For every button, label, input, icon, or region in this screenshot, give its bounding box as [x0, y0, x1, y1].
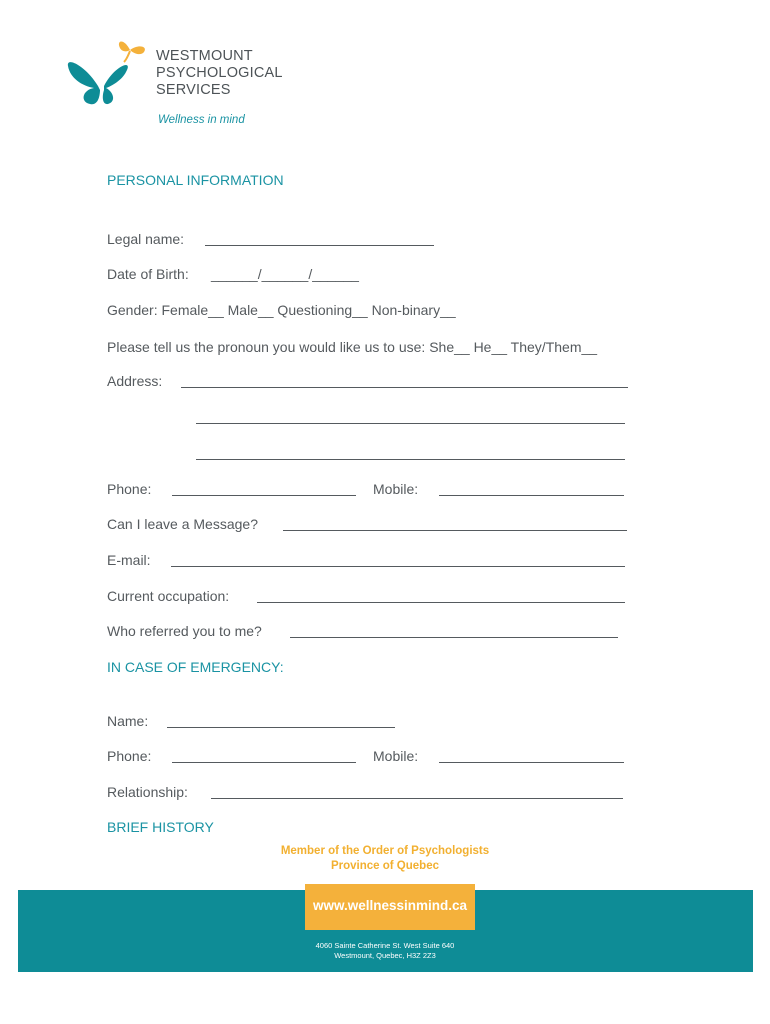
logo-line-1: WESTMOUNT — [156, 48, 253, 64]
emergency-name-label: Name: — [107, 713, 149, 729]
referred-label: Who referred you to me? — [107, 623, 262, 639]
emergency-phone-field[interactable] — [172, 762, 356, 763]
emergency-name-field[interactable] — [167, 727, 395, 728]
website-box — [305, 884, 475, 930]
occupation-label: Current occupation: — [107, 588, 230, 604]
address-label: Address: — [107, 373, 163, 389]
email-label: E-mail: — [107, 552, 151, 568]
section-personal-information: PERSONAL INFORMATION — [107, 172, 284, 188]
member-line-2: Province of Quebec — [330, 860, 439, 872]
emergency-mobile-label: Mobile: — [373, 748, 419, 764]
referred-field[interactable] — [290, 637, 618, 638]
address-field-line-3[interactable] — [196, 459, 625, 460]
message-field[interactable] — [283, 530, 627, 531]
logo-line-2: PSYCHOLOGICAL — [156, 65, 283, 81]
emergency-mobile-field[interactable] — [439, 762, 624, 763]
message-label: Can I leave a Message? — [107, 516, 258, 532]
emergency-phone-label: Phone: — [107, 748, 152, 764]
email-field[interactable] — [171, 566, 625, 567]
occupation-field[interactable] — [257, 602, 625, 603]
phone-field[interactable] — [172, 495, 356, 496]
logo — [64, 36, 294, 136]
dob-label: Date of Birth: — [107, 266, 189, 282]
dob-field[interactable]: ______/______/______ — [211, 266, 359, 282]
relationship-field[interactable] — [211, 798, 623, 799]
logo-tagline: Wellness in mind — [158, 114, 245, 126]
butterfly-icon — [64, 36, 156, 108]
legal-name-label: Legal name: — [107, 231, 185, 247]
mobile-field[interactable] — [439, 495, 624, 496]
footer-address-line-1: 4060 Sainte Catherine St. West Suite 640 — [315, 941, 455, 950]
gender-options[interactable]: Gender: Female__ Male__ Questioning__ Non-binary__ — [107, 302, 456, 318]
section-emergency: IN CASE OF EMERGENCY: — [107, 659, 284, 675]
pronoun-options[interactable]: Please tell us the pronoun you would like us to use: She__ He__ They/Them__ — [107, 339, 598, 355]
member-line-1: Member of the Order of Psychologists — [280, 845, 490, 857]
logo-wordmark — [156, 48, 283, 99]
logo-line-3: SERVICES — [156, 82, 231, 98]
mobile-label: Mobile: — [373, 481, 419, 497]
footer-address-line-2: Westmount, Quebec, H3Z 2Z3 — [334, 951, 436, 960]
address-field-line-2[interactable] — [196, 423, 625, 424]
website-link[interactable]: www.wellnessinmind.ca — [312, 898, 468, 913]
section-brief-history: BRIEF HISTORY — [107, 819, 214, 835]
legal-name-field[interactable] — [205, 245, 434, 246]
address-field-line-1[interactable] — [181, 387, 628, 388]
relationship-label: Relationship: — [107, 784, 188, 800]
phone-label: Phone: — [107, 481, 152, 497]
